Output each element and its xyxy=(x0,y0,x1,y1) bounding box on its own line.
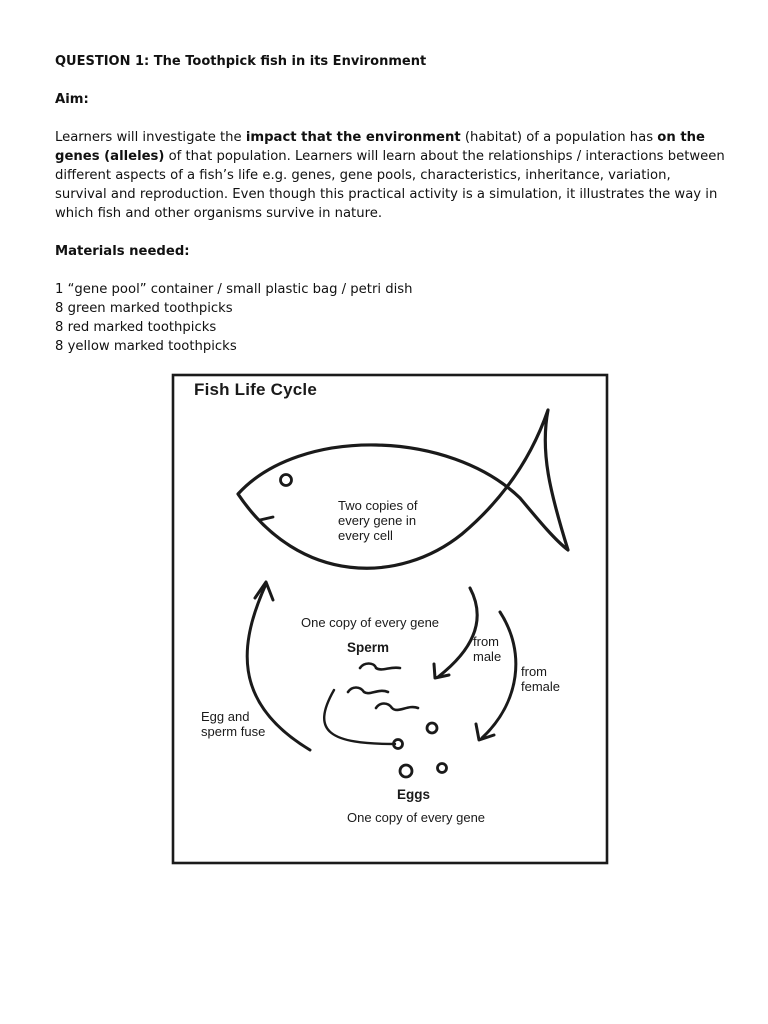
aim-emphasis-genes: on the genes (alleles) xyxy=(55,130,705,164)
figure-title: Fish Life Cycle xyxy=(194,380,317,399)
sperm-cell xyxy=(360,664,400,670)
sperm-label: Sperm xyxy=(347,640,390,655)
materials-heading: Materials needed: xyxy=(55,244,190,259)
sperm-cells xyxy=(348,664,418,710)
list-item: 1 “gene pool” container / small plastic bag / petri dish xyxy=(55,282,413,297)
egg-cell xyxy=(400,765,412,777)
arrow-from-female xyxy=(482,612,516,738)
from-female-line: female xyxy=(521,679,561,694)
list-item: 8 green marked toothpicks xyxy=(55,301,233,316)
fuse-line xyxy=(324,690,395,744)
arrow-from-male xyxy=(438,588,477,677)
fish-life-cycle-figure xyxy=(170,372,610,866)
aim-paragraph xyxy=(55,128,725,223)
egg-cell xyxy=(427,723,437,733)
sperm-cell xyxy=(348,688,388,694)
aim-text-2: (habitat) of a population has xyxy=(460,130,658,145)
egg-cell xyxy=(438,764,447,773)
fuse-label-line: sperm fuse xyxy=(201,724,266,739)
eggs-gene-text: One copy of every gene xyxy=(347,810,486,825)
materials-list xyxy=(55,280,725,356)
fish-text-line: Two copies of xyxy=(338,498,418,513)
fish-outline xyxy=(238,410,568,568)
question-title: QUESTION 1: The Toothpick fish in its Environment xyxy=(55,54,427,69)
egg-cells xyxy=(394,723,447,777)
fish-text xyxy=(338,498,418,543)
list-item: 8 yellow marked toothpicks xyxy=(55,339,237,354)
sperm-gene-text: One copy of every gene xyxy=(301,615,440,630)
from-male-line: from xyxy=(473,634,499,649)
fish-eye xyxy=(281,475,292,486)
list-item: 8 red marked toothpicks xyxy=(55,320,217,335)
eggs-label: Eggs xyxy=(397,787,431,802)
fish-text-line: every gene in xyxy=(338,513,417,528)
egg-sperm-fuse-label xyxy=(201,709,265,739)
from-female-line: from xyxy=(521,664,547,679)
from-male-line: male xyxy=(473,649,502,664)
fish-mouth xyxy=(260,517,273,520)
from-male-label xyxy=(473,634,501,664)
aim-emphasis-environment: impact that the environment xyxy=(245,130,461,145)
aim-text-1: Learners will investigate the xyxy=(55,130,246,145)
fish-text-line: every cell xyxy=(338,528,393,543)
document-body xyxy=(55,52,725,356)
aim-heading: Aim: xyxy=(55,92,89,107)
egg-cell xyxy=(394,740,403,749)
fuse-label-line: Egg and xyxy=(201,709,250,724)
aim-text-3: of that population. Learners will learn about the relationships / interactions between different aspects of a fish’s life e.g. genes, gene pools, characteristics, inheritance, variation, survival and reproduction. Even though this practical activity is a simulation, it illustrates the way in which fish and other organisms survive in nature. xyxy=(55,149,725,221)
sperm-cell xyxy=(376,704,418,710)
from-female-label xyxy=(521,664,560,694)
